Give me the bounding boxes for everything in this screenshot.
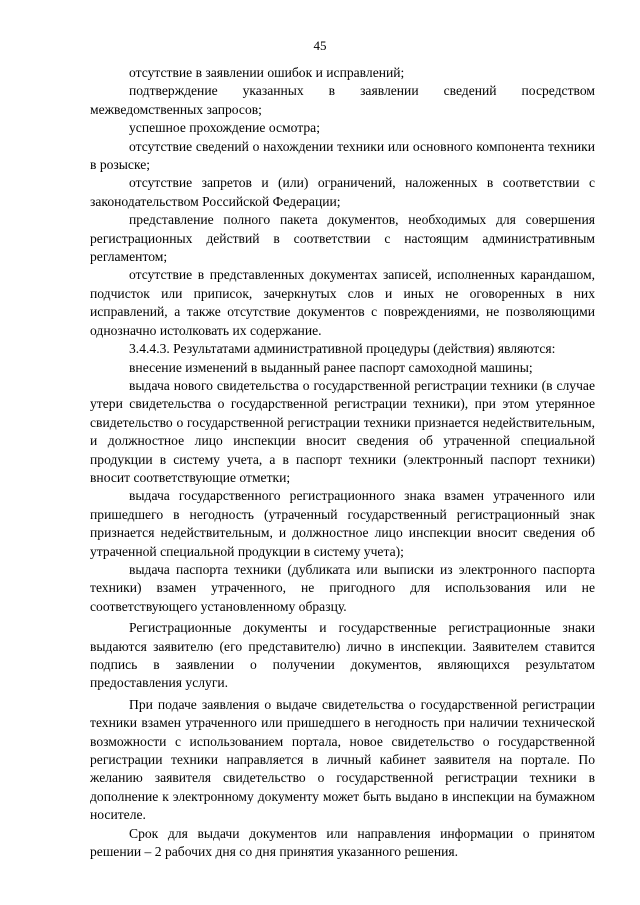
paragraph-no-errors: отсутствие в заявлении ошибок и исправлений; <box>129 65 405 80</box>
paragraph-confirmation: подтверждение указанных в заявлении сведений посредством межведомственных запросов; <box>90 83 595 117</box>
page-number: 45 <box>313 38 327 53</box>
paragraph-new-certificate: выдача нового свидетельства о государственной регистрации техники (в случае утери свидетельства о государственной регистрации техники), при этом утерянное свидетельство о государственной регистрации техники признается недействительным, и должностное лицо инспекции вносит сведения об утраченной специальной продукции в систему учета, а в паспорт техники (электронный паспорт техники) вносит соответствующие отметки; <box>90 377 595 485</box>
paragraph-inspection: успешное прохождение осмотра; <box>129 120 320 136</box>
paragraph-passport-duplicate: выдача паспорта техники (дубликата или выписки из электронного паспорта техники) взамен утраченного, не пригодного для использования или не соответствующего установленному образцу. <box>90 561 595 614</box>
paragraph-documents-issued: Регистрационные документы и государственные регистрационные знаки выдаются заявителю (его представителю) лично в инспекции. Заявителем ставится подпись в заявлении о получении документов, являющихся результатом предоставления услуги. <box>90 620 595 691</box>
paragraph-deadline: Срок для выдачи документов или направления информации о принятом решении – 2 рабочих дня со дня принятия указанного решения. <box>90 825 595 860</box>
paragraph-full-package: представление полного пакета документов, необходимых для совершения регистрационных действий в соответствии с настоящим административным регламентом; <box>90 212 595 265</box>
paragraph-not-wanted: отсутствие сведений о нахождении техники или основного компонента техники в розыске; <box>90 138 595 173</box>
paragraph-results-heading: 3.4.4.3. Результатами административной процедуры (действия) являются: <box>129 341 556 357</box>
paragraph-no-restrictions: отсутствие запретов и (или) ограничений, наложенных в соответствии с законодательством Российской Федерации; <box>90 175 595 209</box>
paragraph-portal-submission: При подаче заявления о выдаче свидетельства о государственной регистрации техники взамен утраченного или пришедшего в негодность при наличии технической возможности с использованием портала, новое свидетельство о государственной регистрации техники направляется в личный кабинет заявителя на портале. По желанию заявителя свидетельство о государственной регистрации техники в дополнение к электронному документу может быть выдано в инспекции на бумажном носителе. <box>90 696 595 823</box>
paragraph-passport-changes: внесение изменений в выданный ранее паспорт самоходной машины; <box>129 359 533 375</box>
paragraph-no-corrections: отсутствие в представленных документах записей, исполненных карандашом, подчисток или приписок, зачеркнутых слов и иных не оговоренных в них исправлений, а также отсутствие документов с повреждениями, не позволяющими однозначно истолковать их содержание. <box>90 267 595 338</box>
document-body <box>90 64 595 861</box>
paragraph-plate-replacement: выдача государственного регистрационного знака взамен утраченного или пришедшего в негодность (утраченный государственный регистрационный знак признается недействительным, и должностное лицо инспекции вносит сведения об утраченной специальной продукции в систему учета); <box>90 488 595 559</box>
